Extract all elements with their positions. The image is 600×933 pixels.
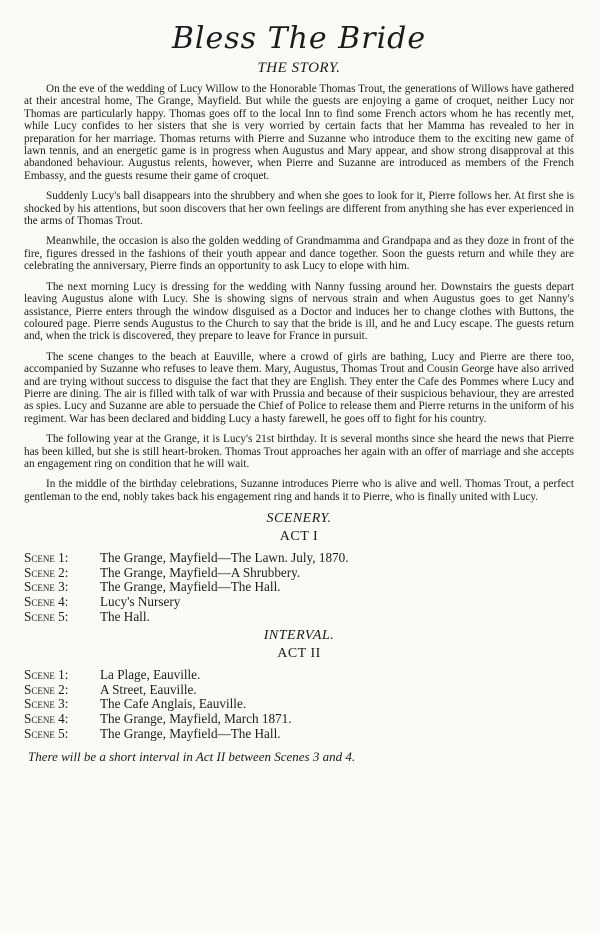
act-2-heading: ACT II bbox=[277, 646, 321, 662]
story-paragraph: On the eve of the wedding of Lucy Willow to the Honorable Thomas Trout, the generations of Willows have gathered at their ancestral home, The Grange, Mayfield. But while the guests are enjoying a game of croquet, neither Lucy nor Thomas are particularly happy. Thomas goes off to the local Inn to find some French actors whom he has recently met, while Lucy confides to her sisters that she is very worried by certain facts that her Mamma has revealed to her in preparation for her marriage. Thomas returns with Pierre and Suzanne who introduce them to the exciting new game of lawn tennis, and an energetic game is in progress when Augustus and Mary appear, and show strong disapproval at this abandoned behaviour. Augustus relents, however, when Pierre and Suzanne are introduced as members of the French Embassy, and the guests resume their game of croquet. bbox=[24, 83, 574, 182]
scene-label: Scene 3: bbox=[24, 579, 69, 595]
scene-label: Scene 4: bbox=[24, 710, 69, 726]
scene-row bbox=[24, 551, 574, 566]
act-1-scene-list bbox=[24, 551, 574, 624]
scene-label: Scene 1: bbox=[24, 550, 69, 566]
scene-label: Scene 2: bbox=[24, 564, 69, 580]
page-title: Bless The Bride bbox=[171, 21, 427, 56]
story-paragraph: The next morning Lucy is dressing for the wedding with Nanny fussing around her. Downstairs the guests depart leaving Augustus alone with Lucy. She is showing signs of nervous strain and when Augustus goes to get Nanny's assistance, Pierre enters through the window disguised as a Doctor and induces her to change clothes with Buttons, the coloured page. Pierre sends Augustus to the Church to say that the bride is ill, and he and Lucy escape. The guests return and, when the trick is discovered, they prepare to leave for France in pursuit. bbox=[24, 280, 574, 343]
scene-row bbox=[24, 727, 574, 742]
scene-label: Scene 3: bbox=[24, 696, 69, 712]
story-paragraph: The following year at the Grange, it is Lucy's 21st birthday. It is several months since she heard the news that Pierre has been killed, but she is still heart-broken. Thomas Trout approaches her again with an offer of marriage and she accepts an engagement ring on condition that he will wait. bbox=[24, 433, 574, 470]
scene-location: The Cafe Anglais, Eauville. bbox=[100, 696, 247, 712]
act-1-heading: ACT I bbox=[279, 529, 319, 545]
scene-row bbox=[24, 668, 574, 683]
story-section bbox=[24, 83, 574, 503]
scene-row bbox=[24, 595, 574, 610]
scene-row bbox=[24, 610, 574, 625]
act-2-scene-list bbox=[24, 668, 574, 741]
scene-row bbox=[24, 712, 574, 727]
story-paragraph: Meanwhile, the occasion is also the golden wedding of Grandmamma and Grandpapa and as they doze in front of the fire, figures dressed in the fashions of their youth appear and dance together. Soon the guests return and while they are celebrating the anniversary, Pierre finds an opportunity to ask Lucy to elope with him. bbox=[24, 235, 574, 273]
story-paragraph: The scene changes to the beach at Eauville, where a crowd of girls are bathing, Lucy and Pierre are there too, accompanied by Suzanne who refuses to leave them. Mary, Augustus, Thomas Trout and Cousin George have also arrived and are trying without success to disguise the fact that they are English. They enter the Cafe des Pommes where Lucy and Pierre are dining. The air is filled with talk of war with Prussia and because of their suspicious behaviour, they are arrested as spies. Lucy and Suzanne are able to persuade the Chief of Police to release them and Pierre returns in the uniform of his regiment. War has been declared and bidding Lucy a hasty farewell, he goes off to fight for his country. bbox=[24, 350, 574, 425]
scene-location: Lucy's Nursery bbox=[100, 593, 181, 609]
scene-location: The Grange, Mayfield—The Hall. bbox=[100, 579, 281, 595]
scene-row bbox=[24, 697, 574, 712]
story-paragraph: In the middle of the birthday celebrations, Suzanne introduces Pierre who is alive and well. Thomas Trout, a perfect gentleman to the end, nobly takes back his engagement ring and hands it to Pierre, who is finally united with Lucy. bbox=[24, 478, 574, 503]
scene-label: Scene 5: bbox=[24, 608, 69, 624]
interval-footnote: There will be a short interval in Act II between Scenes 3 and 4. bbox=[28, 749, 356, 765]
scene-location: The Hall. bbox=[100, 608, 150, 624]
scene-row bbox=[24, 566, 574, 581]
scene-location: The Grange, Mayfield—The Lawn. July, 1870. bbox=[100, 550, 349, 566]
scenery-heading: SCENERY. bbox=[266, 511, 332, 527]
scene-location: The Grange, Mayfield, March 1871. bbox=[100, 710, 292, 726]
story-paragraph: Suddenly Lucy's ball disappears into the shrubbery and when she goes to look for it, Pierre follows her. At first she is shocked by his attentions, but soon discovers that her own feelings are different from anything she has ever experienced in the arms of Thomas Trout. bbox=[24, 190, 574, 228]
interval-heading: INTERVAL. bbox=[263, 628, 335, 644]
scene-row bbox=[24, 683, 574, 698]
scene-location: The Grange, Mayfield—The Hall. bbox=[100, 725, 281, 741]
scene-label: Scene 1: bbox=[24, 667, 69, 683]
story-heading: THE STORY. bbox=[257, 60, 341, 76]
scene-location: La Plage, Eauville. bbox=[100, 667, 201, 683]
scene-label: Scene 5: bbox=[24, 725, 69, 741]
scene-label: Scene 4: bbox=[24, 593, 69, 609]
scene-location: A Street, Eauville. bbox=[100, 681, 197, 697]
scene-location: The Grange, Mayfield—A Shrubbery. bbox=[100, 564, 301, 580]
scene-row bbox=[24, 580, 574, 595]
scene-label: Scene 2: bbox=[24, 681, 69, 697]
